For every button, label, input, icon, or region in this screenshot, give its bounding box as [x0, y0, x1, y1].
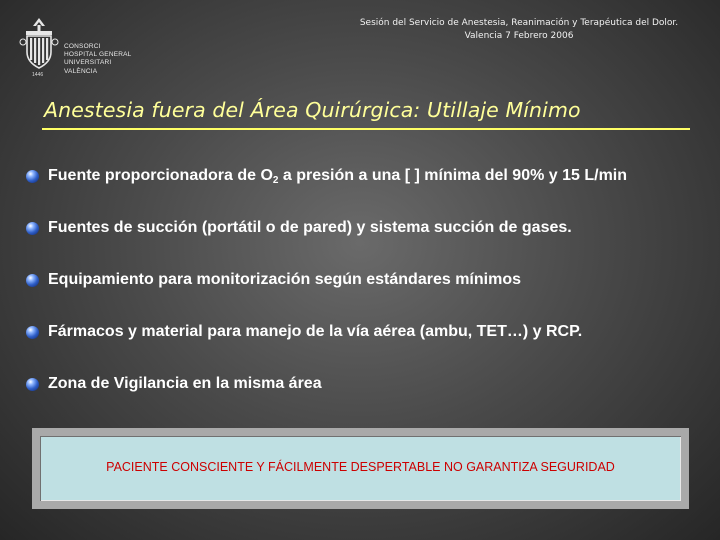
bullet-text: Equipamiento para monitorización según estándares mínimos: [48, 271, 521, 288]
bullet-text: Zona de Vigilancia en la misma área: [48, 375, 322, 392]
bullet-text: [48, 167, 627, 185]
hospital-logo: [14, 14, 144, 82]
hospital-crest-icon: [18, 16, 60, 74]
warning-box: [32, 428, 689, 509]
session-header: Sesión del Servicio de Anestesia, Reanimación y Terapéutica del Dolor.: [359, 18, 679, 28]
logo-wordmark: [64, 43, 132, 76]
bullet-text-pre: Fuente proporcionadora de O: [48, 167, 273, 184]
bullet-dot-icon: [26, 326, 39, 339]
warning-text: PACIENTE CONSCIENTE Y FÁCILMENTE DESPERTABLE NO GARANTIZA SEGURIDAD: [106, 460, 615, 474]
logo-line: CONSORCI: [64, 43, 101, 50]
title-underline: [42, 128, 690, 130]
logo-line: UNIVERSITARI: [64, 59, 112, 67]
logo-line: HOSPITAL GENERAL: [64, 51, 132, 59]
bullet-text: Fuentes de succión (portátil o de pared) y sistema succión de gases.: [48, 219, 572, 236]
bullet-dot-icon: [26, 222, 39, 235]
bullet-dot-icon: [26, 378, 39, 391]
bullet-dot-icon: [26, 170, 39, 183]
bullet-text-post: a presión a una [ ] mínima del 90% y 15 L/min: [278, 167, 628, 184]
session-date: Valencia 7 Febrero 2006: [464, 31, 574, 41]
logo-line: VALÈNCIA: [64, 67, 98, 75]
bullet-text: Fármacos y material para manejo de la vía aérea (ambu, TET…) y RCP.: [48, 323, 583, 340]
warning-box-panel: [40, 436, 681, 501]
bullet-dot-icon: [26, 274, 39, 287]
logo-year: 1446: [32, 72, 44, 78]
subscript-2: 2: [272, 175, 279, 186]
slide-title: Anestesia fuera del Área Quirúrgica: Utillaje Mínimo: [44, 98, 581, 122]
